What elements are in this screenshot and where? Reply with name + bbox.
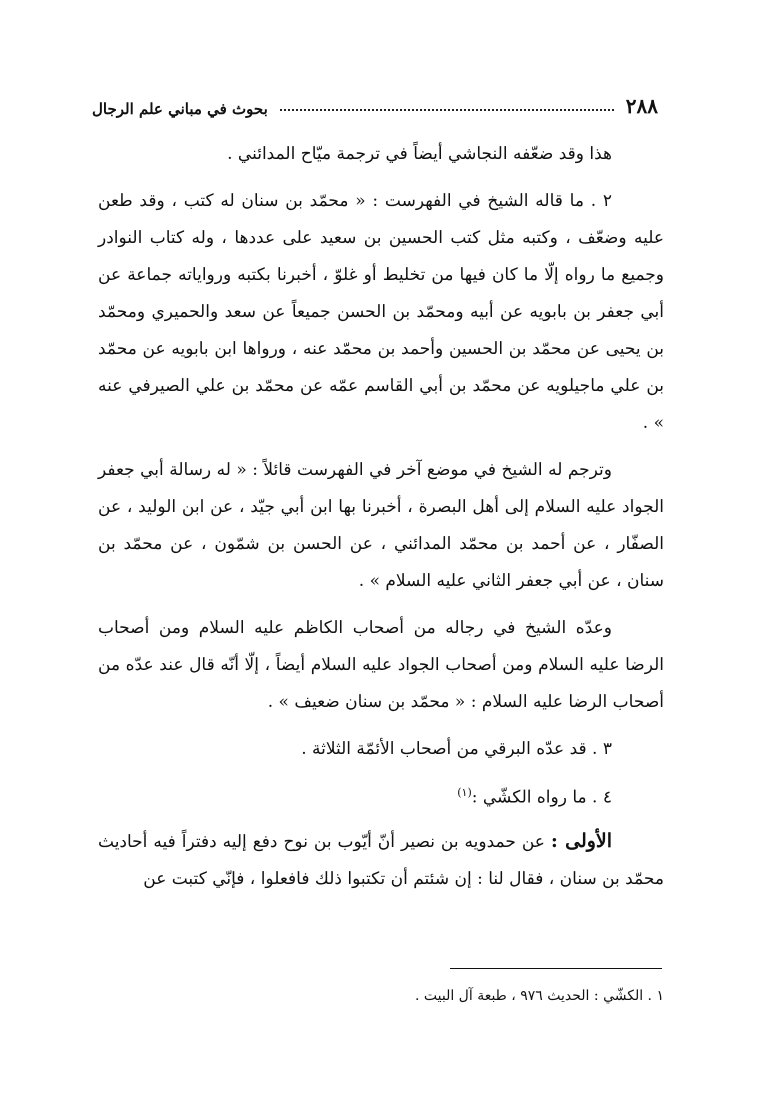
body-text: [98, 136, 664, 908]
paragraph-3: وترجم له الشيخ في موضع آخر في الفهرست قائلاً : « له رسالة أبي جعفر الجواد عليه السلام إلى أهل البصرة ، أخبرنا بها ابن أبي جيّد ، عن ابن الوليد ، عن الصفّار ، عن أحمد بن محمّد المدائني ، عن الحسن بن شمّون ، عن محمّد بن سنان ، عن أبي جعفر الثاني عليه السلام » .: [98, 460, 664, 591]
paragraph-7: [98, 823, 664, 898]
paragraph-4: وعدّه الشيخ في رجاله من أصحاب الكاظم عليه السلام ومن أصحاب الرضا عليه السلام ومن أصحاب الجواد عليه السلام أيضاً ، إلّا أنّه قال عند عدّه من أصحاب الرضا عليه السلام : « محمّد بن سنان ضعيف » .: [98, 618, 664, 712]
paragraph-7-text: عن حمدويه بن نصير أنّ أيّوب بن نوح دفع إليه دفتراً فيه أحاديث محمّد بن سنان ، فقال لنا : إن شئتم أن تكتبوا ذلك فافعلوا ، فإنّي كتبت عن: [98, 831, 664, 889]
paragraph-1: هذا وقد ضعّفه النجاشي أيضاً في ترجمة ميّاح المدائني .: [227, 144, 612, 164]
paragraph-2: ٢ . ما قاله الشيخ في الفهرست : « محمّد بن سنان له كتب ، وقد طعن عليه وضعّف ، وكتبه مثل كتب الحسين بن سعيد على عددها ، وله كتاب النوادر وجميع ما رواه إلّا ما كان فيها من تخليط أو غلوّ ، أخبرنا بكتبه ورواياته جماعة عن أبي جعفر بن بابويه عن أبيه ومحمّد بن الحسن جميعاً عن سعد والحميري ومحمّد بن يحيى عن محمّد بن الحسين وأحمد بن محمّد عنه ، ورواها ابن بابويه عن محمّد بن علي ماجيلويه عن محمّد بن أبي القاسم عمّه عن محمّد بن علي الصيرفي عنه » .: [98, 191, 664, 433]
page-header: [92, 82, 658, 118]
header-dotted-leader: [280, 109, 614, 111]
paragraph-6: [98, 774, 664, 817]
page-number: ٢٨٨: [625, 94, 658, 118]
paragraph-5: ٣ . قد عدّه البرقي من أصحاب الأئمّة الثلاثة .: [301, 739, 612, 759]
paragraph-6-text: ٤ . ما رواه الكشّي :: [471, 787, 612, 808]
footnote-separator: [450, 968, 662, 969]
footnote-reference: (١): [457, 786, 472, 799]
running-title: بحوث في مباني علم الرجال: [92, 100, 268, 118]
paragraph-7-lead: الأولى :: [550, 829, 613, 852]
footnote: ١ . الكشّي : الحديث ٩٧٦ ، طبعة آل البيت .: [414, 988, 664, 1004]
